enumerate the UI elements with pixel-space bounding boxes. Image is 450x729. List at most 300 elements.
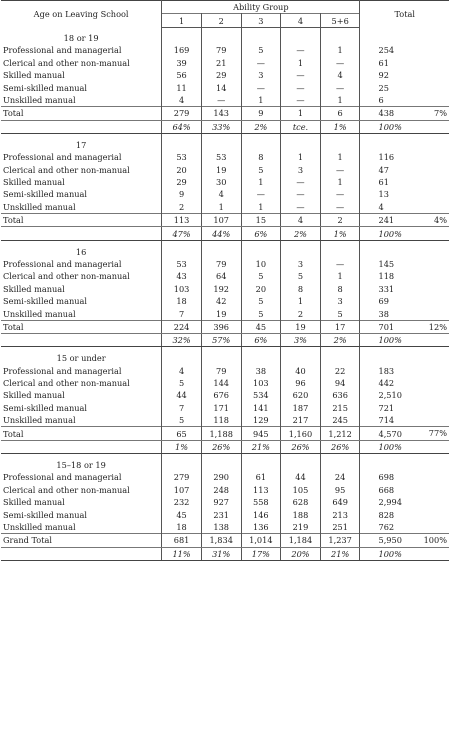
cell-value: 103 xyxy=(162,283,202,295)
pct-value: 26% xyxy=(281,440,321,453)
section-title: 15–18 or 19 xyxy=(1,454,162,472)
row-total: 4 xyxy=(378,201,384,212)
cell-value: 7 xyxy=(162,307,202,320)
pct-value: 31% xyxy=(201,547,241,560)
row-total: 61 xyxy=(378,176,389,187)
pct-value: 57% xyxy=(201,334,241,347)
pct-value: 20% xyxy=(281,547,321,560)
table-row xyxy=(1,151,449,163)
cell-value: 10 xyxy=(241,258,281,270)
ability-table xyxy=(1,0,449,561)
cell-value: — xyxy=(281,69,321,81)
empty-cell xyxy=(162,454,202,472)
cell-value: 30 xyxy=(201,176,241,188)
total-value: 279 xyxy=(162,107,202,120)
total-total: 438 xyxy=(378,108,395,119)
pct-total: 100% xyxy=(360,547,449,560)
table-row xyxy=(1,81,449,93)
row-total: 61 xyxy=(378,57,389,68)
empty-cell xyxy=(320,347,360,365)
empty-cell xyxy=(162,27,202,44)
total-value: 1,160 xyxy=(281,427,321,440)
empty-cell xyxy=(320,240,360,258)
total-share: 7% xyxy=(434,108,447,119)
total-value: 6 xyxy=(320,107,360,120)
cell-value: 1 xyxy=(281,151,321,163)
total-value: 19 xyxy=(281,320,321,333)
cell-value: — xyxy=(320,201,360,214)
table-row xyxy=(1,389,449,401)
total-label: Total xyxy=(1,320,162,333)
cell-value: 5 xyxy=(281,270,321,282)
row-total: 92 xyxy=(378,70,389,81)
cell-value: 248 xyxy=(201,484,241,496)
total-label: Total xyxy=(1,427,162,440)
empty-cell xyxy=(281,240,321,258)
pct-value: tce. xyxy=(281,120,321,133)
empty-cell xyxy=(320,454,360,472)
row-label: Professional and managerial xyxy=(1,44,162,56)
total-value: 1,834 xyxy=(201,534,241,547)
cell-value: 187 xyxy=(281,402,321,414)
col-header-1: 1 xyxy=(162,14,202,27)
cell-value: 192 xyxy=(201,283,241,295)
table-row xyxy=(1,484,449,496)
cell-value: 4 xyxy=(162,364,202,376)
table-row xyxy=(1,188,449,200)
cell-value: 4 xyxy=(320,69,360,81)
cell-value: 1 xyxy=(241,201,281,214)
row-total: 6 xyxy=(378,95,384,106)
total-share: 100% xyxy=(423,535,447,546)
cell-value: 5 xyxy=(241,163,281,175)
table-row xyxy=(1,258,449,270)
cell-value: 22 xyxy=(320,364,360,376)
row-total: 828 xyxy=(378,509,395,520)
empty-cell xyxy=(162,347,202,365)
empty-cell xyxy=(320,27,360,44)
cell-value: 8 xyxy=(241,151,281,163)
table-row xyxy=(1,44,449,56)
cell-value: 56 xyxy=(162,69,202,81)
cell-value: 215 xyxy=(320,402,360,414)
pct-value: 44% xyxy=(201,227,241,240)
cell-value: — xyxy=(241,81,281,93)
pct-value: 2% xyxy=(241,120,281,133)
cell-value: 1 xyxy=(201,201,241,214)
cell-value: 79 xyxy=(201,364,241,376)
total-value: 17 xyxy=(320,320,360,333)
table-row xyxy=(1,521,449,534)
cell-value: — xyxy=(281,94,321,107)
col-header-4: 4 xyxy=(281,14,321,27)
table-body xyxy=(1,27,449,560)
total-total-cell xyxy=(360,427,449,440)
table-row xyxy=(1,176,449,188)
cell-value: 927 xyxy=(201,496,241,508)
col-header-2: 2 xyxy=(201,14,241,27)
total-share: 12% xyxy=(428,321,447,332)
pct-value: 32% xyxy=(162,334,202,347)
table-row xyxy=(1,94,449,107)
percentage-row xyxy=(1,547,449,560)
row-label: Clerical and other non-manual xyxy=(1,57,162,69)
cell-value: 7 xyxy=(162,402,202,414)
pct-value: 1% xyxy=(162,440,202,453)
total-share: 77% xyxy=(428,428,447,439)
empty-cell xyxy=(1,440,162,453)
cell-value: 8 xyxy=(281,283,321,295)
empty-cell xyxy=(281,134,321,152)
row-total: 442 xyxy=(378,378,395,389)
total-total: 701 xyxy=(378,321,395,332)
row-label: Skilled manual xyxy=(1,69,162,81)
row-label: Professional and managerial xyxy=(1,471,162,483)
cell-value: 1 xyxy=(320,94,360,107)
cell-value: 20 xyxy=(162,163,202,175)
cell-value: 1 xyxy=(241,94,281,107)
table-row xyxy=(1,295,449,307)
cell-value: 1 xyxy=(241,176,281,188)
total-total: 4,570 xyxy=(378,428,402,439)
cell-value: 24 xyxy=(320,471,360,483)
cell-value: 5 xyxy=(241,44,281,56)
table-row xyxy=(1,471,449,483)
row-label: Clerical and other non-manual xyxy=(1,270,162,282)
cell-value: 136 xyxy=(241,521,281,534)
empty-cell xyxy=(1,547,162,560)
row-total: 668 xyxy=(378,484,395,495)
table-row xyxy=(1,69,449,81)
total-value: 1 xyxy=(281,107,321,120)
total-total: 241 xyxy=(378,215,395,226)
cell-value: 3 xyxy=(320,295,360,307)
cell-value: 29 xyxy=(201,69,241,81)
row-total: 762 xyxy=(378,521,395,532)
percentage-row xyxy=(1,120,449,133)
cell-value: 1 xyxy=(320,176,360,188)
cell-value: 11 xyxy=(162,81,202,93)
percentage-row xyxy=(1,440,449,453)
age-header: Age on Leaving School xyxy=(1,1,162,28)
section-title: 15 or under xyxy=(1,347,162,365)
total-value: 107 xyxy=(201,213,241,226)
pct-value: 6% xyxy=(241,227,281,240)
section-title: 18 or 19 xyxy=(1,27,162,44)
cell-value: — xyxy=(281,188,321,200)
pct-value: 64% xyxy=(162,120,202,133)
total-share: 4% xyxy=(434,214,447,225)
empty-cell xyxy=(162,240,202,258)
section-title: 16 xyxy=(1,240,162,258)
cell-value: 5 xyxy=(320,307,360,320)
row-total: 721 xyxy=(378,402,395,413)
cell-value: 44 xyxy=(281,471,321,483)
pct-value: 26% xyxy=(201,440,241,453)
cell-value: — xyxy=(281,176,321,188)
total-row xyxy=(1,534,449,547)
total-value: 1,184 xyxy=(281,534,321,547)
empty-cell xyxy=(241,27,281,44)
cell-value: 649 xyxy=(320,496,360,508)
row-label: Semi-skilled manual xyxy=(1,188,162,200)
cell-value: 38 xyxy=(241,364,281,376)
section-heading-row xyxy=(1,347,449,365)
cell-value: 103 xyxy=(241,377,281,389)
row-label: Unskilled manual xyxy=(1,94,162,107)
empty-cell xyxy=(360,347,449,365)
cell-value: 61 xyxy=(241,471,281,483)
cell-value: 107 xyxy=(162,484,202,496)
table-row xyxy=(1,496,449,508)
col-header-5-6: 5+6 xyxy=(320,14,360,27)
row-label: Semi-skilled manual xyxy=(1,295,162,307)
cell-value: — xyxy=(320,188,360,200)
empty-cell xyxy=(201,347,241,365)
cell-value: — xyxy=(320,57,360,69)
row-label: Semi-skilled manual xyxy=(1,81,162,93)
row-total: 69 xyxy=(378,296,389,307)
row-label: Unskilled manual xyxy=(1,307,162,320)
row-label: Professional and managerial xyxy=(1,258,162,270)
cell-value: 21 xyxy=(201,57,241,69)
row-total: 698 xyxy=(378,472,395,483)
total-row xyxy=(1,213,449,226)
percentage-row xyxy=(1,334,449,347)
total-value: 9 xyxy=(241,107,281,120)
pct-total: 100% xyxy=(360,227,449,240)
table-row xyxy=(1,414,449,427)
cell-value: 45 xyxy=(162,508,202,520)
cell-value: 53 xyxy=(162,258,202,270)
cell-value: 146 xyxy=(241,508,281,520)
cell-value: 213 xyxy=(320,508,360,520)
cell-value: 636 xyxy=(320,389,360,401)
cell-value: 95 xyxy=(320,484,360,496)
pct-total: 100% xyxy=(360,120,449,133)
cell-value: 94 xyxy=(320,377,360,389)
total-label: Grand Total xyxy=(1,534,162,547)
total-total-cell xyxy=(360,107,449,120)
empty-cell xyxy=(241,240,281,258)
pct-value: 3% xyxy=(281,334,321,347)
row-label: Professional and managerial xyxy=(1,364,162,376)
cell-value: 188 xyxy=(281,508,321,520)
row-label: Professional and managerial xyxy=(1,151,162,163)
table-row xyxy=(1,508,449,520)
cell-value: — xyxy=(320,81,360,93)
row-total: 38 xyxy=(378,308,389,319)
section-title: 17 xyxy=(1,134,162,152)
total-value: 143 xyxy=(201,107,241,120)
table-row xyxy=(1,163,449,175)
cell-value: 144 xyxy=(201,377,241,389)
cell-value: — xyxy=(281,201,321,214)
cell-value: 2 xyxy=(281,307,321,320)
empty-cell xyxy=(241,347,281,365)
total-total-cell xyxy=(360,213,449,226)
row-total: 145 xyxy=(378,258,395,269)
total-label: Total xyxy=(1,213,162,226)
total-total: 5,950 xyxy=(378,535,402,546)
empty-cell xyxy=(201,240,241,258)
percentage-row xyxy=(1,227,449,240)
row-total: 47 xyxy=(378,164,389,175)
row-total: 116 xyxy=(378,152,395,163)
cell-value: 4 xyxy=(201,188,241,200)
cell-value: 3 xyxy=(241,69,281,81)
pct-value: 1% xyxy=(320,227,360,240)
pct-value: 2% xyxy=(320,334,360,347)
cell-value: 19 xyxy=(201,163,241,175)
pct-total: 100% xyxy=(360,334,449,347)
pct-value: 26% xyxy=(320,440,360,453)
empty-cell xyxy=(162,134,202,152)
cell-value: 42 xyxy=(201,295,241,307)
cell-value: 232 xyxy=(162,496,202,508)
empty-cell xyxy=(241,134,281,152)
cell-value: 14 xyxy=(201,81,241,93)
row-label: Semi-skilled manual xyxy=(1,508,162,520)
col-header-3: 3 xyxy=(241,14,281,27)
row-label: Unskilled manual xyxy=(1,414,162,427)
total-value: 4 xyxy=(281,213,321,226)
cell-value: 5 xyxy=(162,414,202,427)
empty-cell xyxy=(1,120,162,133)
cell-value: — xyxy=(281,81,321,93)
pct-value: 21% xyxy=(320,547,360,560)
cell-value: 79 xyxy=(201,258,241,270)
pct-value: 17% xyxy=(241,547,281,560)
empty-cell xyxy=(360,27,449,44)
total-label: Total xyxy=(1,107,162,120)
total-value: 1,014 xyxy=(241,534,281,547)
cell-value: 138 xyxy=(201,521,241,534)
cell-value: 5 xyxy=(162,377,202,389)
cell-value: 79 xyxy=(201,44,241,56)
section-heading-row xyxy=(1,454,449,472)
cell-value: 171 xyxy=(201,402,241,414)
row-label: Skilled manual xyxy=(1,176,162,188)
total-total-cell xyxy=(360,320,449,333)
table-row xyxy=(1,364,449,376)
cell-value: 5 xyxy=(241,307,281,320)
total-value: 45 xyxy=(241,320,281,333)
row-label: Skilled manual xyxy=(1,496,162,508)
cell-value: 53 xyxy=(201,151,241,163)
cell-value: 5 xyxy=(241,295,281,307)
total-value: 65 xyxy=(162,427,202,440)
total-value: 1,188 xyxy=(201,427,241,440)
total-value: 2 xyxy=(320,213,360,226)
cell-value: — xyxy=(320,258,360,270)
pct-value: 33% xyxy=(201,120,241,133)
table-row xyxy=(1,57,449,69)
cell-value: 20 xyxy=(241,283,281,295)
row-total: 254 xyxy=(378,45,395,56)
empty-cell xyxy=(1,227,162,240)
row-label: Skilled manual xyxy=(1,283,162,295)
cell-value: 558 xyxy=(241,496,281,508)
cell-value: 9 xyxy=(162,188,202,200)
empty-cell xyxy=(360,240,449,258)
cell-value: 231 xyxy=(201,508,241,520)
cell-value: 219 xyxy=(281,521,321,534)
section-heading-row xyxy=(1,240,449,258)
cell-value: 1 xyxy=(281,57,321,69)
cell-value: 5 xyxy=(241,270,281,282)
row-label: Clerical and other non-manual xyxy=(1,377,162,389)
cell-value: 18 xyxy=(162,521,202,534)
cell-value: 4 xyxy=(162,94,202,107)
cell-value: 628 xyxy=(281,496,321,508)
cell-value: — xyxy=(241,57,281,69)
total-value: 945 xyxy=(241,427,281,440)
empty-cell xyxy=(201,134,241,152)
row-label: Clerical and other non-manual xyxy=(1,163,162,175)
row-total: 25 xyxy=(378,82,389,93)
total-total-cell xyxy=(360,534,449,547)
cell-value: — xyxy=(201,94,241,107)
cell-value: 1 xyxy=(320,44,360,56)
pct-value: 1% xyxy=(320,120,360,133)
cell-value: 1 xyxy=(320,270,360,282)
total-value: 681 xyxy=(162,534,202,547)
row-total: 2,510 xyxy=(378,390,402,401)
cell-value: — xyxy=(320,163,360,175)
cell-value: 53 xyxy=(162,151,202,163)
empty-cell xyxy=(360,454,449,472)
pct-value: 6% xyxy=(241,334,281,347)
ability-group-header: Ability Group xyxy=(162,1,360,14)
row-label: Unskilled manual xyxy=(1,521,162,534)
cell-value: 1 xyxy=(320,151,360,163)
empty-cell xyxy=(281,347,321,365)
empty-cell xyxy=(1,334,162,347)
cell-value: 40 xyxy=(281,364,321,376)
pct-value: 11% xyxy=(162,547,202,560)
cell-value: 141 xyxy=(241,402,281,414)
cell-value: 44 xyxy=(162,389,202,401)
table-row xyxy=(1,402,449,414)
cell-value: — xyxy=(281,44,321,56)
total-value: 224 xyxy=(162,320,202,333)
empty-cell xyxy=(201,454,241,472)
cell-value: — xyxy=(241,188,281,200)
row-total: 183 xyxy=(378,365,395,376)
cell-value: 3 xyxy=(281,258,321,270)
cell-value: 43 xyxy=(162,270,202,282)
cell-value: 3 xyxy=(281,163,321,175)
empty-cell xyxy=(281,27,321,44)
cell-value: 217 xyxy=(281,414,321,427)
cell-value: 113 xyxy=(241,484,281,496)
total-row xyxy=(1,320,449,333)
table-row xyxy=(1,307,449,320)
cell-value: 1 xyxy=(281,295,321,307)
table-row xyxy=(1,270,449,282)
empty-cell xyxy=(360,134,449,152)
cell-value: 2 xyxy=(162,201,202,214)
total-value: 15 xyxy=(241,213,281,226)
row-total: 2,994 xyxy=(378,497,402,508)
total-row xyxy=(1,107,449,120)
total-header: Total xyxy=(360,1,449,28)
cell-value: 129 xyxy=(241,414,281,427)
row-total: 13 xyxy=(378,189,389,200)
total-value: 1,237 xyxy=(320,534,360,547)
cell-value: 676 xyxy=(201,389,241,401)
